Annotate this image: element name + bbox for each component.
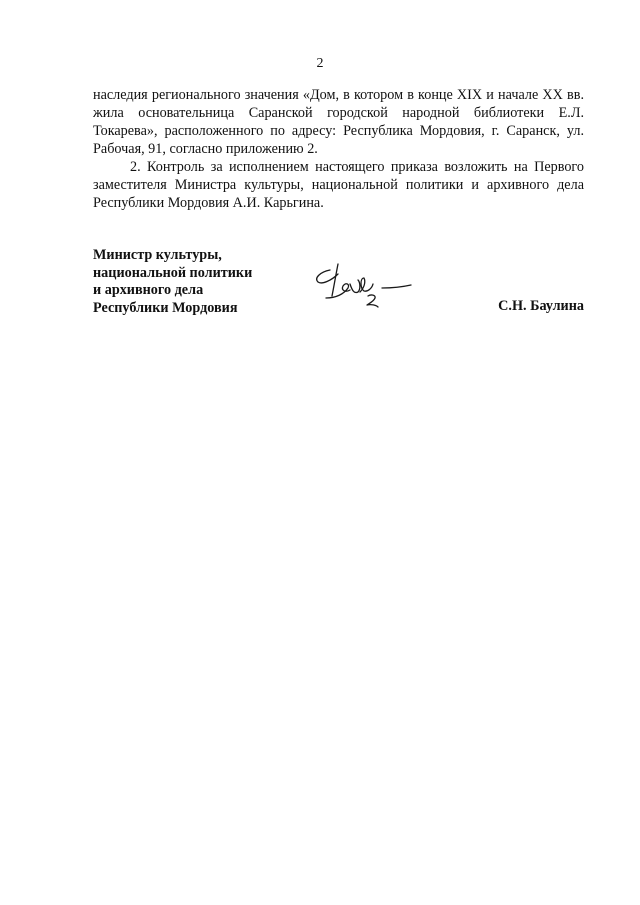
signer-title-line: национальной политики [93,264,253,281]
body-paragraph-item-2: 2. Контроль за исполнением настоящего приказа возложить на Первого заместителя Министра культуры, национальной политики и архивного дела Республики Мордовия А.И. Карьгина. [93,159,584,211]
body-paragraph-continued: наследия регионального значения «Дом, в котором в конце XIX и начале XX вв. жила основательница Саранской городской народной библиотеки Е.Л. Токарева», расположенного по адресу: Республика Мордовия, г. Саранск, ул. Рабочая, 91, согласно приложению 2. [93,87,584,157]
signer-title [93,247,313,317]
signer-title-line: Республики Мордовия [93,299,238,316]
signer-title-line: Министр культуры, [93,247,222,263]
document-body [93,86,584,212]
page-number: 2 [316,56,324,71]
signer-name: С.Н. Баулина [498,298,584,314]
handwritten-signature [308,258,416,316]
signer-title-line: и архивного дела [93,282,204,298]
